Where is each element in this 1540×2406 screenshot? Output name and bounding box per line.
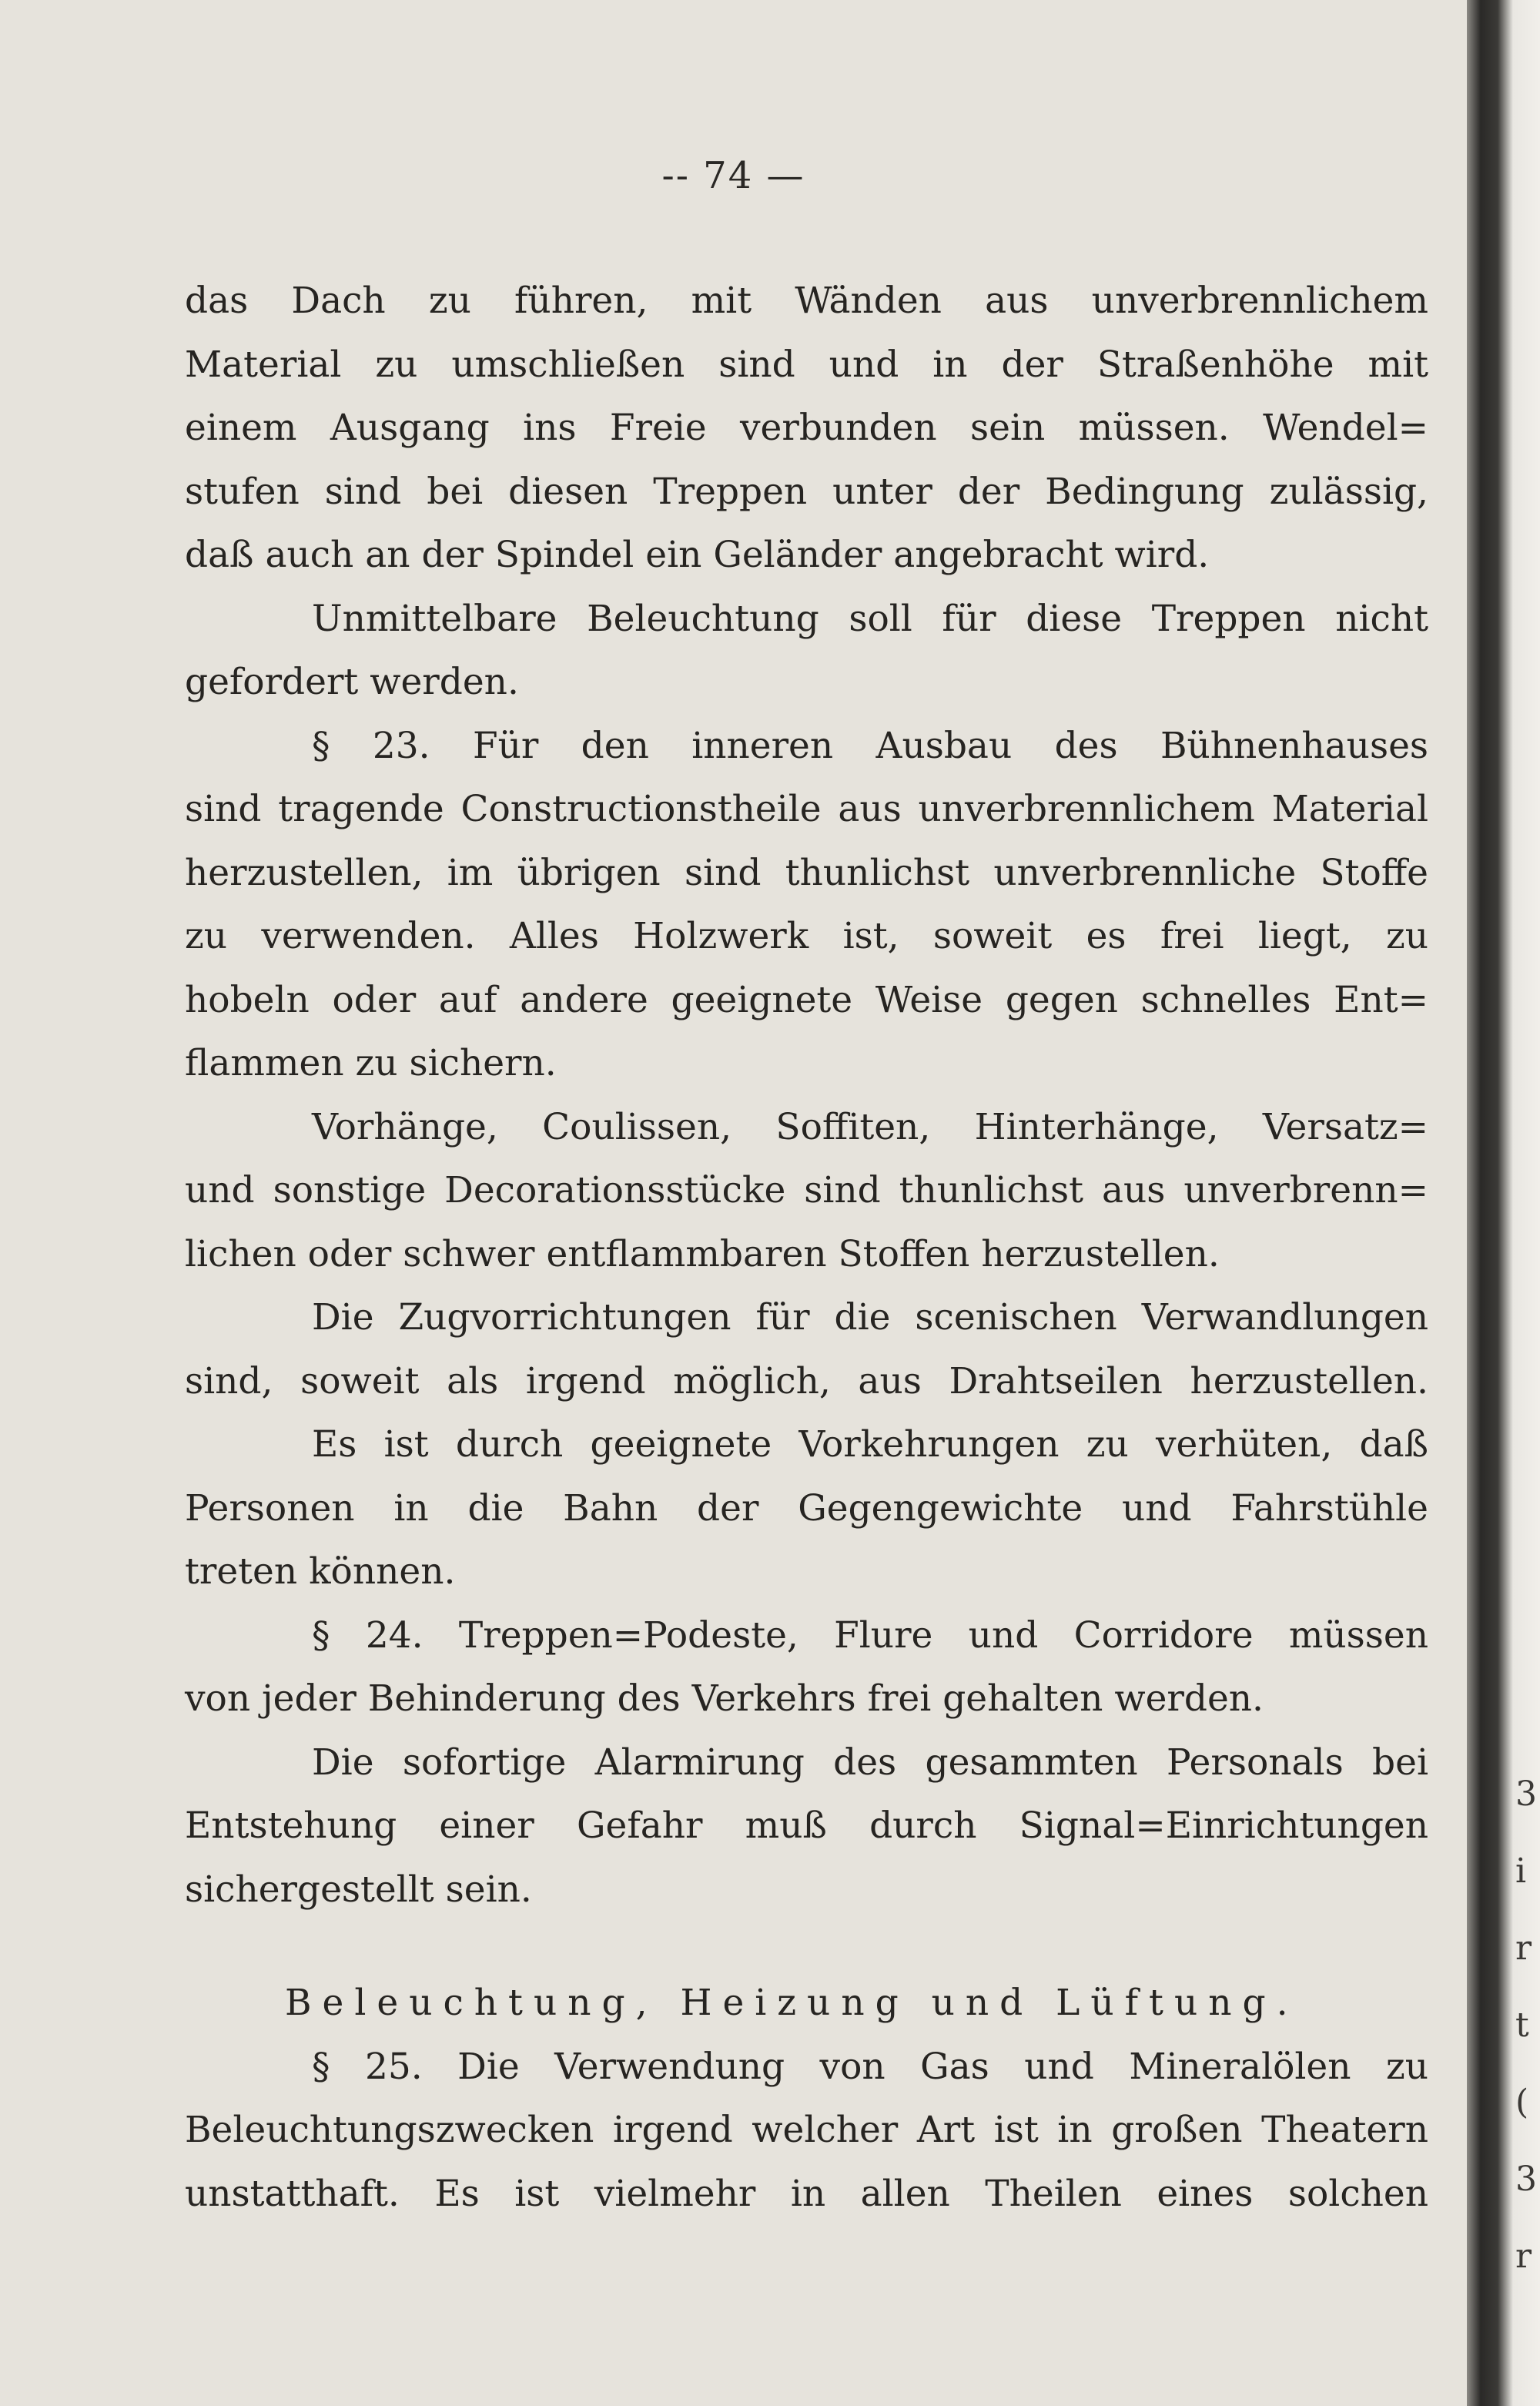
text-line: Die sofortige Alarmirung des gesammten Personals bei [312,1741,1428,1784]
text-line: sichergestellt sein. [185,1868,532,1911]
adjacent-page-glyphs [1515,1756,1538,2295]
text-line: Die Zugvorrichtungen für die scenischen Verwandlungen [312,1296,1428,1339]
text-line: Es ist durch geeignete Vorkehrungen zu verhüten, daß [312,1423,1428,1466]
text-line: flammen zu sichern. [185,1042,557,1084]
text-line: Material zu umschließen sind und in der Straßenhöhe mit [185,343,1428,386]
edge-glyph: 3 [1515,2160,1537,2199]
text-line: und sonstige Decorationsstücke sind thunlichst aus unverbrenn= [185,1169,1428,1211]
text-line: Personen in die Bahn der Gegengewichte und Fahrstühle [185,1486,1428,1530]
text-line: herzustellen, im übrigen sind thunlichst unverbrennliche Stoffe [185,851,1428,894]
text-line: hobeln oder auf andere geeignete Weise gegen schnelles Ent= [185,978,1428,1021]
section-24-start: § 24. Treppen=Podeste, Flure und Corridore müssen [312,1613,1428,1657]
edge-glyph: ( [1515,2083,1529,2122]
section-23-start: § 23. Für den inneren Ausbau des Bühnenhauses [312,724,1428,767]
text-line: Vorhänge, Coulissen, Soffiten, Hinterhänge, Versatz= [312,1105,1428,1148]
text-line: Entstehung einer Gefahr muß durch Signal=Einrichtungen [185,1804,1428,1847]
body-text [185,270,1428,2226]
text-line: sind tragende Constructionstheile aus unverbrennlichem Material [185,788,1428,830]
text-line: stufen sind bei diesen Treppen unter der Bedingung zulässig, [185,470,1428,513]
section-gap [185,1922,1428,1972]
text-line: unstatthaft. Es ist vielmehr in allen Theilen eines solchen [185,2172,1428,2215]
text-line: Unmittelbare Beleuchtung soll für diese Treppen nicht [312,597,1428,640]
text-line: zu verwenden. Alles Holzwerk ist, soweit es frei liegt, zu [185,915,1428,957]
edge-glyph: r [1515,2237,1532,2276]
text-line: einem Ausgang ins Freie verbunden sein müssen. Wendel= [185,407,1428,449]
text-line: treten können. [185,1550,456,1593]
edge-glyph: 3 [1515,1774,1537,1814]
text-line: daß auch an der Spindel ein Geländer angebracht wird. [185,534,1210,576]
text-line: sind, soweit als irgend möglich, aus Drahtseilen herzustellen. [185,1359,1428,1402]
edge-glyph: t [1515,2006,1529,2045]
text-line: von jeder Behinderung des Verkehrs frei gehalten werden. [185,1677,1264,1720]
edge-glyph: r [1515,1928,1532,1968]
section-heading: Beleuchtung, Heizung und Lüftung. [285,1982,1299,2024]
text-line: Beleuchtungszwecken irgend welcher Art ist in großen Theatern [185,2109,1428,2151]
text-line: das Dach zu führen, mit Wänden aus unverbrennlichem [185,280,1428,322]
text-line: lichen oder schwer entflammbaren Stoffen herzustellen. [185,1232,1220,1275]
text-line: gefordert werden. [185,661,519,703]
edge-glyph: i [1515,1851,1527,1891]
section-25-start: § 25. Die Verwendung von Gas und Mineralölen zu [312,2045,1428,2088]
page-number: -- 74 — [661,154,805,197]
